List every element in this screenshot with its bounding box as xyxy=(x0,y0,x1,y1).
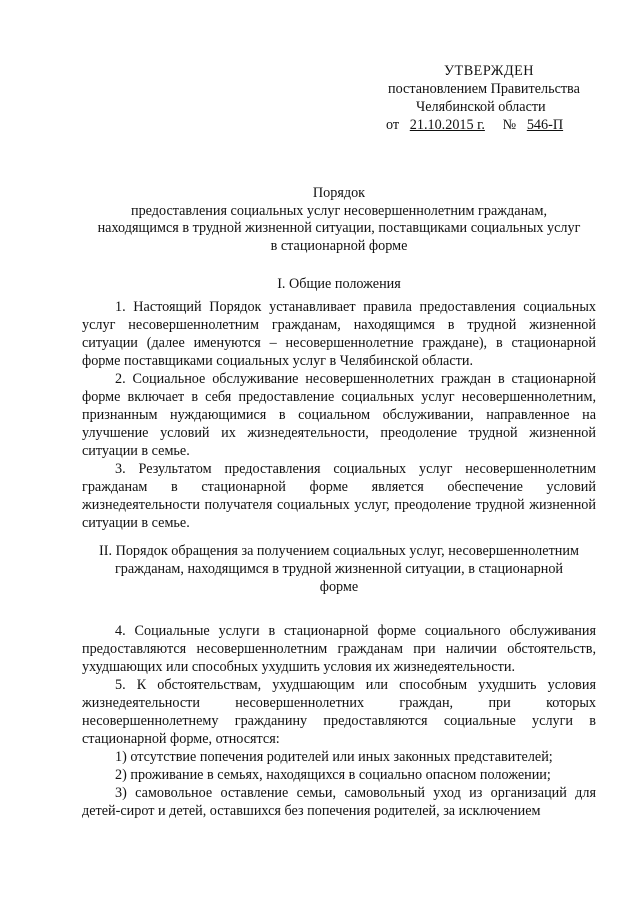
approval-date-prefix: от xyxy=(386,117,400,133)
document-title-line2: предоставления социальных услуг несовершеннолетним гражданам, xyxy=(130,202,547,219)
list-item-2: 2) проживание в семьях, находящихся в социально опасном положении; xyxy=(115,767,551,783)
section2-heading xyxy=(78,542,600,596)
approval-date: 21.10.2015 г. xyxy=(409,117,485,133)
approval-stamp-block xyxy=(386,62,606,134)
approval-number-prefix: № xyxy=(502,117,517,133)
section2-heading-line1: II. Порядок обращения за получением социальных услуг, несовершеннолетним xyxy=(99,543,579,559)
paragraph-1: 1. Настоящий Порядок устанавливает правила предоставления социальных услуг несовершеннолетним гражданам, находящимся в трудной жизненной ситуации (далее именуются – несовершеннолетние граждане), в стационарной форме поставщиками социальных услуг в Челябинской области. xyxy=(82,299,596,369)
paragraph-5: 5. К обстоятельствам, ухудшающим или способным ухудшить условия жизнедеятельности несовершеннолетних граждан, при которых несовершеннолетнему гражданину предоставляются социальные услуги в стационарной форме, относятся: xyxy=(82,677,596,747)
approval-line-date-number xyxy=(386,116,606,134)
paragraph-4: 4. Социальные услуги в стационарной форме социального обслуживания предоставляются несовершеннолетним гражданам при наличии обстоятельств, ухудшающих или способных ухудшить условия их жизнедеятельности. xyxy=(82,623,596,675)
section2-heading-line2: гражданам, находящимся в трудной жизненной ситуации, в стационарной xyxy=(114,561,564,577)
list-item-3: 3) самовольное оставление семьи, самовольный уход из организаций для детей-сирот и детей, оставшихся без попечения родителей, за исключением xyxy=(82,785,596,819)
approval-number: 546-П xyxy=(526,117,564,133)
section2-heading-line3: форме xyxy=(319,579,359,595)
approval-title: УТВЕРЖДЕН xyxy=(444,63,535,79)
document-title-line1: Порядок xyxy=(312,185,366,201)
document-title-line3: находящимся в трудной жизненной ситуации, поставщиками социальных услуг xyxy=(97,220,581,236)
paragraph-3: 3. Результатом предоставления социальных услуг несовершеннолетним гражданам в стационарной форме является обеспечение условий жизнедеятельности получателя социальных услуг, преодоление трудной жизненной ситуации в семье. xyxy=(82,461,596,531)
section2-body xyxy=(82,622,596,820)
document-title xyxy=(82,185,596,255)
approval-line-resolution: постановлением Правительства xyxy=(388,81,580,97)
list-item-1: 1) отсутствие попечения родителей или иных законных представителей; xyxy=(115,749,553,765)
document-title-line4: в стационарной форме xyxy=(270,237,408,254)
section1-body xyxy=(82,298,596,532)
section1-heading: I. Общие положения xyxy=(277,276,401,292)
approval-line-region: Челябинской области xyxy=(416,99,546,115)
paragraph-2: 2. Социальное обслуживание несовершеннолетних граждан в стационарной форме включает в себя предоставление социальных услуг несовершеннолетним, признанным нуждающимися в социальном обслуживании, направленное на улучшение условий их жизнедеятельности, преодоление трудной жизненной ситуации в семье. xyxy=(82,371,596,459)
